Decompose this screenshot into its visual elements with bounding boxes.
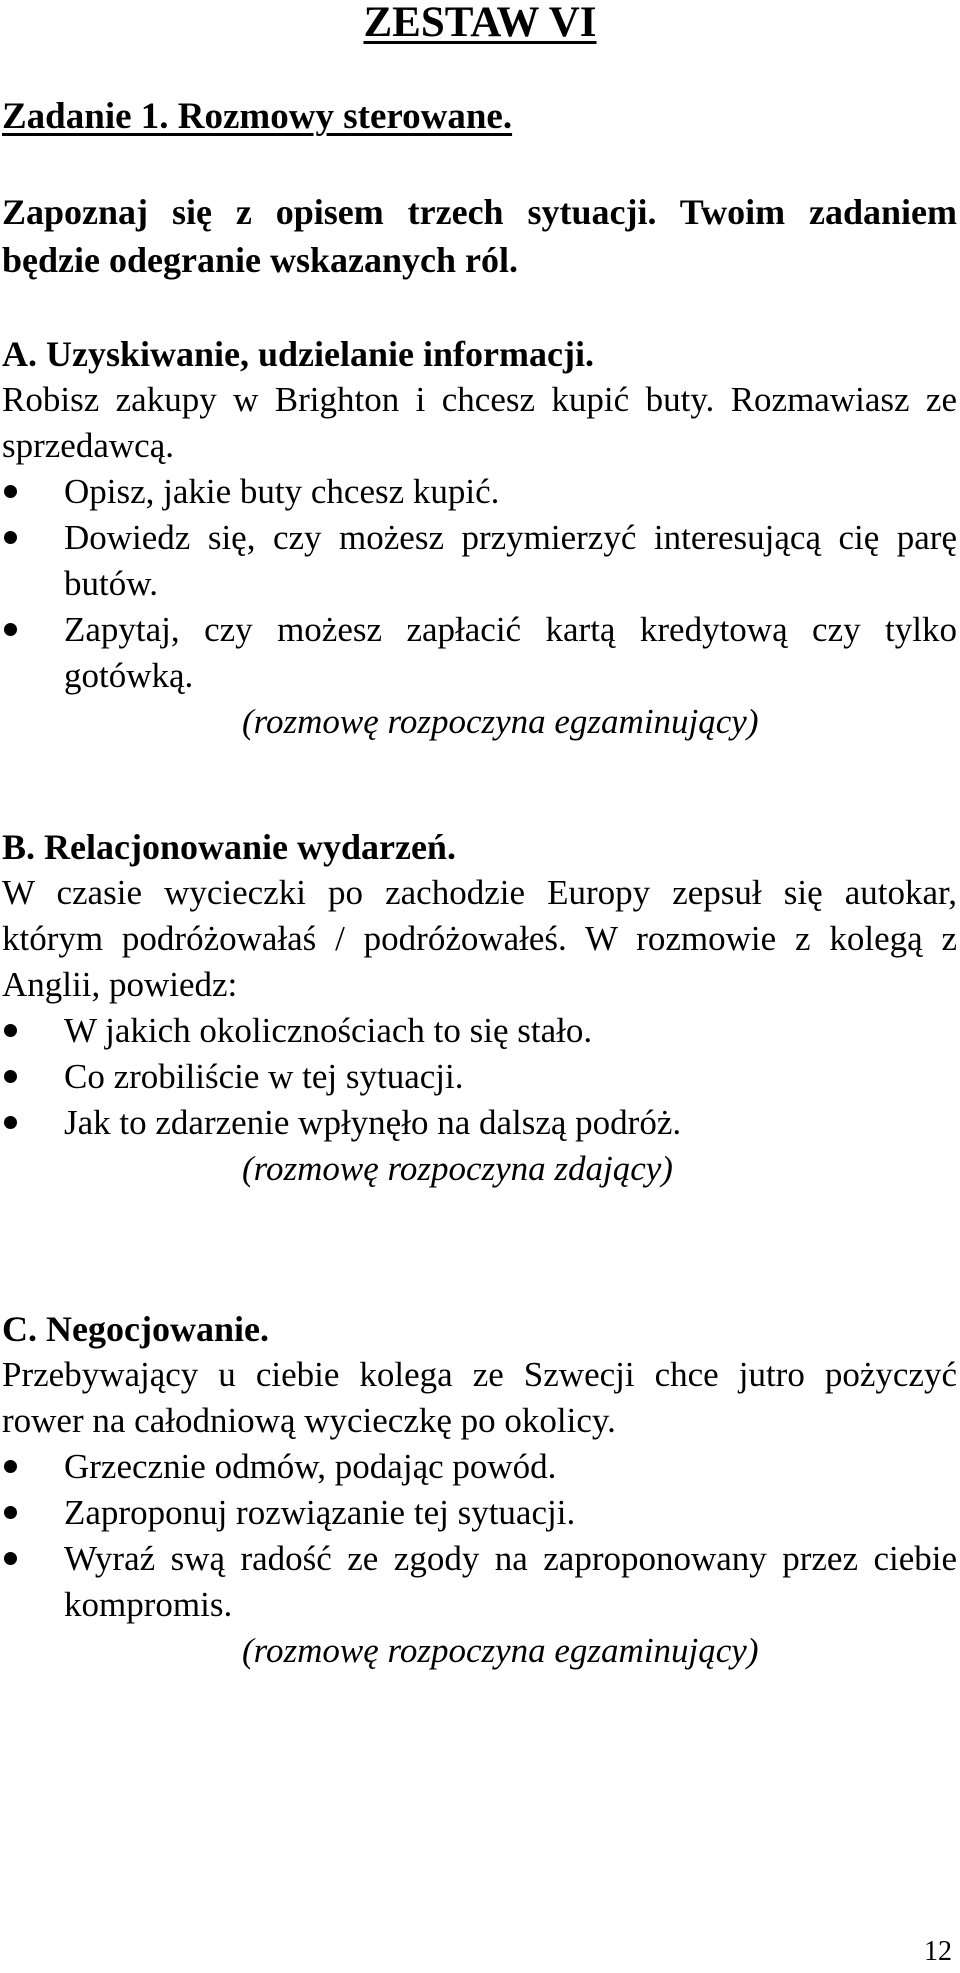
section-c bbox=[2, 1306, 957, 1674]
bullet-text: Opisz, jakie buty chcesz kupić. bbox=[64, 472, 500, 511]
section-heading: B. Relacjonowanie wydarzeń. bbox=[2, 827, 456, 867]
bullet-icon bbox=[4, 1460, 17, 1473]
section-a bbox=[2, 331, 957, 745]
bullet-text: Jak to zdarzenie wpłynęło na dalszą podróż. bbox=[64, 1103, 682, 1142]
bullet-item bbox=[2, 515, 957, 607]
bullet-text: Co zrobiliście w tej sytuacji. bbox=[64, 1057, 464, 1096]
bullet-icon bbox=[4, 623, 17, 636]
bullet-list bbox=[2, 1444, 957, 1628]
section-note: (rozmowę rozpoczyna egzaminujący) bbox=[242, 1631, 759, 1670]
bullet-item bbox=[2, 469, 957, 515]
bullet-icon bbox=[4, 1024, 17, 1037]
bullet-icon bbox=[4, 531, 17, 544]
bullet-item bbox=[2, 1008, 957, 1054]
bullet-item bbox=[2, 1444, 957, 1490]
bullet-list bbox=[2, 469, 957, 699]
bullet-icon bbox=[4, 1552, 17, 1565]
page-title: ZESTAW VI bbox=[363, 0, 597, 46]
bullet-text: Zapytaj, czy możesz zapłacić kartą kredytową czy tylko gotówką. bbox=[64, 610, 957, 695]
bullet-item bbox=[2, 1054, 957, 1100]
bullet-item bbox=[2, 1536, 957, 1628]
section-situation: Robisz zakupy w Brighton i chcesz kupić buty. Rozmawiasz ze sprzedawcą. bbox=[2, 380, 957, 465]
section-situation: W czasie wycieczki po zachodzie Europy zepsuł się autokar, którym podróżowałaś / podróżowałeś. W rozmowie z kolegą z Anglii, powiedz: bbox=[2, 873, 957, 1004]
bullet-text: W jakich okolicznościach to się stało. bbox=[64, 1011, 593, 1050]
bullet-icon bbox=[4, 485, 17, 498]
bullet-item bbox=[2, 1490, 957, 1536]
task-instructions: Zapoznaj się z opisem trzech sytuacji. Twoim zadaniem będzie odegranie wskazanych ról. bbox=[2, 192, 957, 280]
bullet-icon bbox=[4, 1506, 17, 1519]
bullet-text: Dowiedz się, czy możesz przymierzyć interesującą cię parę butów. bbox=[64, 518, 957, 603]
section-note: (rozmowę rozpoczyna zdający) bbox=[242, 1149, 673, 1188]
page-number: 12 bbox=[924, 1936, 952, 1967]
section-b bbox=[2, 824, 957, 1192]
section-situation: Przebywający u ciebie kolega ze Szwecji chce jutro pożyczyć rower na całodniową wycieczkę po okolicy. bbox=[2, 1355, 957, 1440]
bullet-item bbox=[2, 607, 957, 699]
section-heading: C. Negocjowanie. bbox=[2, 1309, 269, 1349]
bullet-list bbox=[2, 1008, 957, 1146]
bullet-icon bbox=[4, 1116, 17, 1129]
section-note: (rozmowę rozpoczyna egzaminujący) bbox=[242, 702, 759, 741]
bullet-item bbox=[2, 1100, 957, 1146]
section-heading: A. Uzyskiwanie, udzielanie informacji. bbox=[2, 334, 594, 374]
bullet-text: Grzecznie odmów, podając powód. bbox=[64, 1447, 557, 1486]
task-heading: Zadanie 1. Rozmowy sterowane. bbox=[2, 96, 513, 137]
bullet-text: Zaproponuj rozwiązanie tej sytuacji. bbox=[64, 1493, 576, 1532]
bullet-icon bbox=[4, 1070, 17, 1083]
bullet-text: Wyraź swą radość ze zgody na zaproponowany przez ciebie kompromis. bbox=[64, 1539, 957, 1624]
